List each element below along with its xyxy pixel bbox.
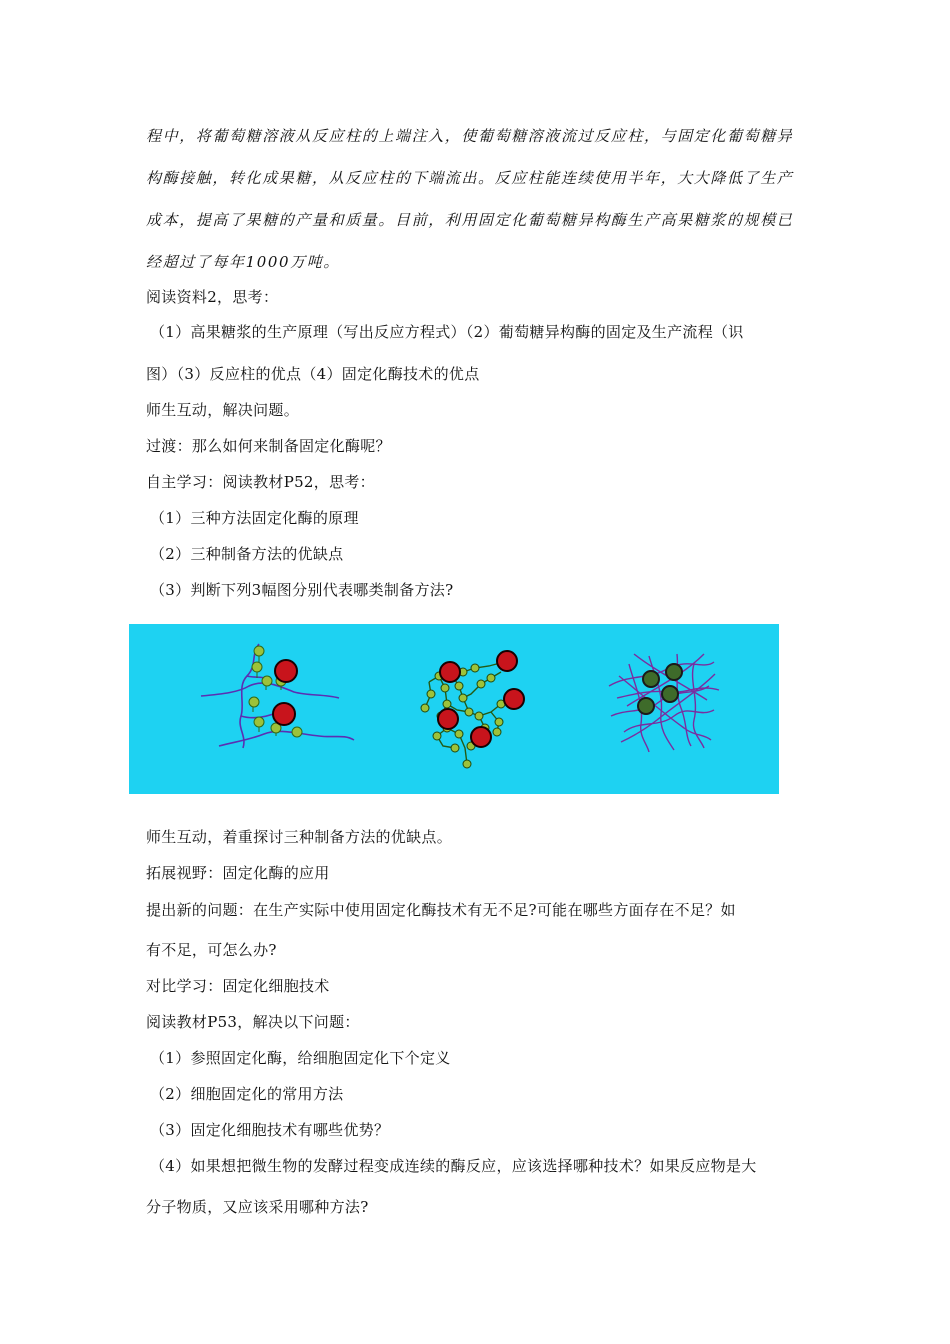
paragraph-line-4: 经超过了每年1000万吨。 <box>146 253 340 271</box>
question-line-2: 图）（3）反应柱的优点（4）固定化酶技术的优点 <box>146 365 480 383</box>
cell-question-2: （2）细胞固定化的常用方法 <box>150 1085 344 1103</box>
entrapment-diagram <box>609 654 719 752</box>
study-question-3: （3）判断下列3幅图分别代表哪类制备方法? <box>150 581 454 599</box>
interaction-note-2: 师生互动，着重探讨三种制备方法的优缺点。 <box>146 828 453 846</box>
figure-drawing <box>129 624 779 794</box>
interaction-note-1: 师生互动，解决问题。 <box>146 401 300 419</box>
cell-question-1: （1）参照固定化酶，给细胞固定化下个定义 <box>150 1049 451 1067</box>
question-line-1: （1）高果糖浆的生产原理（写出反应方程式）（2）葡萄糖异构酶的固定及生产流程（识 <box>150 323 744 341</box>
study-question-2: （2）三种制备方法的优缺点 <box>150 545 344 563</box>
paragraph-line-2: 构酶接触，转化成果糖，从反应柱的下端流出。反应柱能连续使用半年，大大降低了生产 <box>146 169 794 187</box>
reading-prompt: 阅读资料2，思考： <box>146 288 279 306</box>
cross-linked-enzymes <box>438 651 524 747</box>
self-study-line: 自主学习：阅读教材P52，思考： <box>146 473 375 491</box>
new-question-line-1: 提出新的问题：在生产实际中使用固定化酶技术有无不足?可能在哪些方面存在不足？如 <box>146 901 736 919</box>
paragraph-line-1: 程中，将葡萄糖溶液从反应柱的上端注入，使葡萄糖溶液流过反应柱，与固定化葡萄糖异 <box>146 127 794 145</box>
paragraph-line-3: 成本，提高了果糖的产量和质量。目前，利用固定化葡萄糖异构酶生产高果糖浆的规模已 <box>146 211 794 229</box>
study-question-1: （1）三种方法固定化酶的原理 <box>150 509 359 527</box>
cell-question-4-line-1: （4）如果想把微生物的发酵过程变成连续的酶反应，应该选择哪种技术？如果反应物是大 <box>150 1157 757 1175</box>
extended-view-line: 拓展视野：固定化酶的应用 <box>146 864 330 882</box>
new-question-line-2: 有不足，可怎么办? <box>146 941 277 959</box>
comparison-line: 对比学习：固定化细胞技术 <box>146 977 330 995</box>
cell-question-4-line-2: 分子物质，又应该采用哪种方法? <box>146 1198 369 1216</box>
transition-line: 过渡：那么如何来制备固定化酶呢？ <box>146 437 391 455</box>
immobilization-methods-figure <box>129 624 779 794</box>
cell-question-3: （3）固定化细胞技术有哪些优势？ <box>150 1121 390 1139</box>
reading-p53-line: 阅读教材P53，解决以下问题： <box>146 1013 360 1031</box>
